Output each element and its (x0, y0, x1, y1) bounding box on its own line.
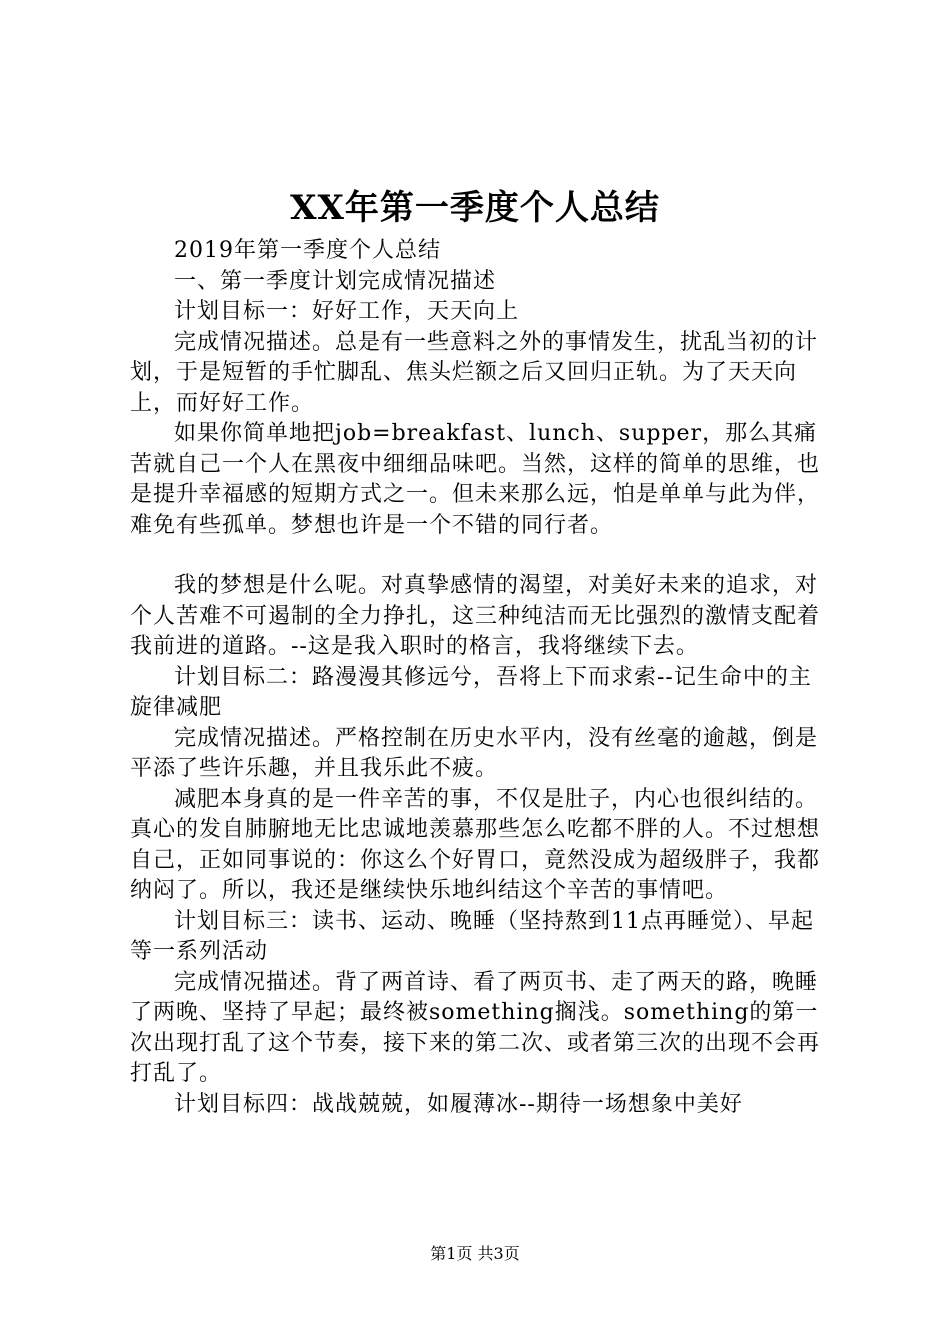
paragraph-goal-one: 计划目标一：好好工作，天天向上 (174, 299, 520, 324)
document-body (130, 236, 834, 1120)
document-title: XX年第一季度个人总结 (290, 188, 660, 228)
paragraph: 完成情况描述。严格控制在历史水平内，没有丝毫的逾越，倒是平添了些许乐趣，并且我乐此不疲。 (130, 725, 819, 781)
paragraph: 减肥本身真的是一件辛苦的事，不仅是肚子，内心也很纠结的。真心的发自肺腑地无比忠诚地羡慕那些怎么吃都不胖的人。不过想想自己，正如同事说的：你这么个好胃口，竟然没成为超级胖子，我都纳闷了。所以，我还是继续快乐地纠结这个辛苦的事情吧。 (130, 786, 821, 903)
paragraph: 我的梦想是什么呢。对真挚感情的渴望，对美好未来的追求，对个人苦难不可遏制的全力挣扎，这三种纯洁而无比强烈的激情支配着我前进的道路。--这是我入职时的格言，我将继续下去。 (130, 573, 821, 659)
paragraph: 完成情况描述。背了两首诗、看了两页书、走了两天的路，晚睡了两晚、坚持了早起；最终被something搁浅。something的第一次出现打乱了这个节奏，接下来的第二次、或者第三次的出现不会再打乱了。 (130, 969, 821, 1086)
paragraph-subtitle: 2019年第一季度个人总结 (174, 238, 441, 263)
paragraph-goal-two: 计划目标二：路漫漫其修远兮，吾将上下而求索--记生命中的主旋律减肥 (130, 664, 812, 720)
paragraph: 完成情况描述。总是有一些意料之外的事情发生，扰乱当初的计划，于是短暂的手忙脚乱、焦头烂额之后又回归正轨。为了天天向上，而好好工作。 (130, 329, 819, 416)
page-number: 第1页 共3页 (430, 1244, 520, 1263)
paragraph-goal-three: 计划目标三：读书、运动、晚睡（坚持熬到11点再睡觉）、早起等一系列活动 (130, 908, 814, 964)
paragraph-section-heading: 一、第一季度计划完成情况描述 (174, 268, 497, 294)
paragraph: 如果你简单地把job=breakfast、lunch、supper，那么其痛苦就自己一个人在黑夜中细细品味吧。当然，这样的简单的思维，也是提升幸福感的短期方式之一。但未来那么远，怕是单单与此为伴，难免有些孤单。梦想也许是一个不错的同行者。 (130, 421, 821, 538)
paragraph-goal-four: 计划目标四：战战兢兢，如履薄冰--期待一场想象中美好 (174, 1091, 743, 1117)
